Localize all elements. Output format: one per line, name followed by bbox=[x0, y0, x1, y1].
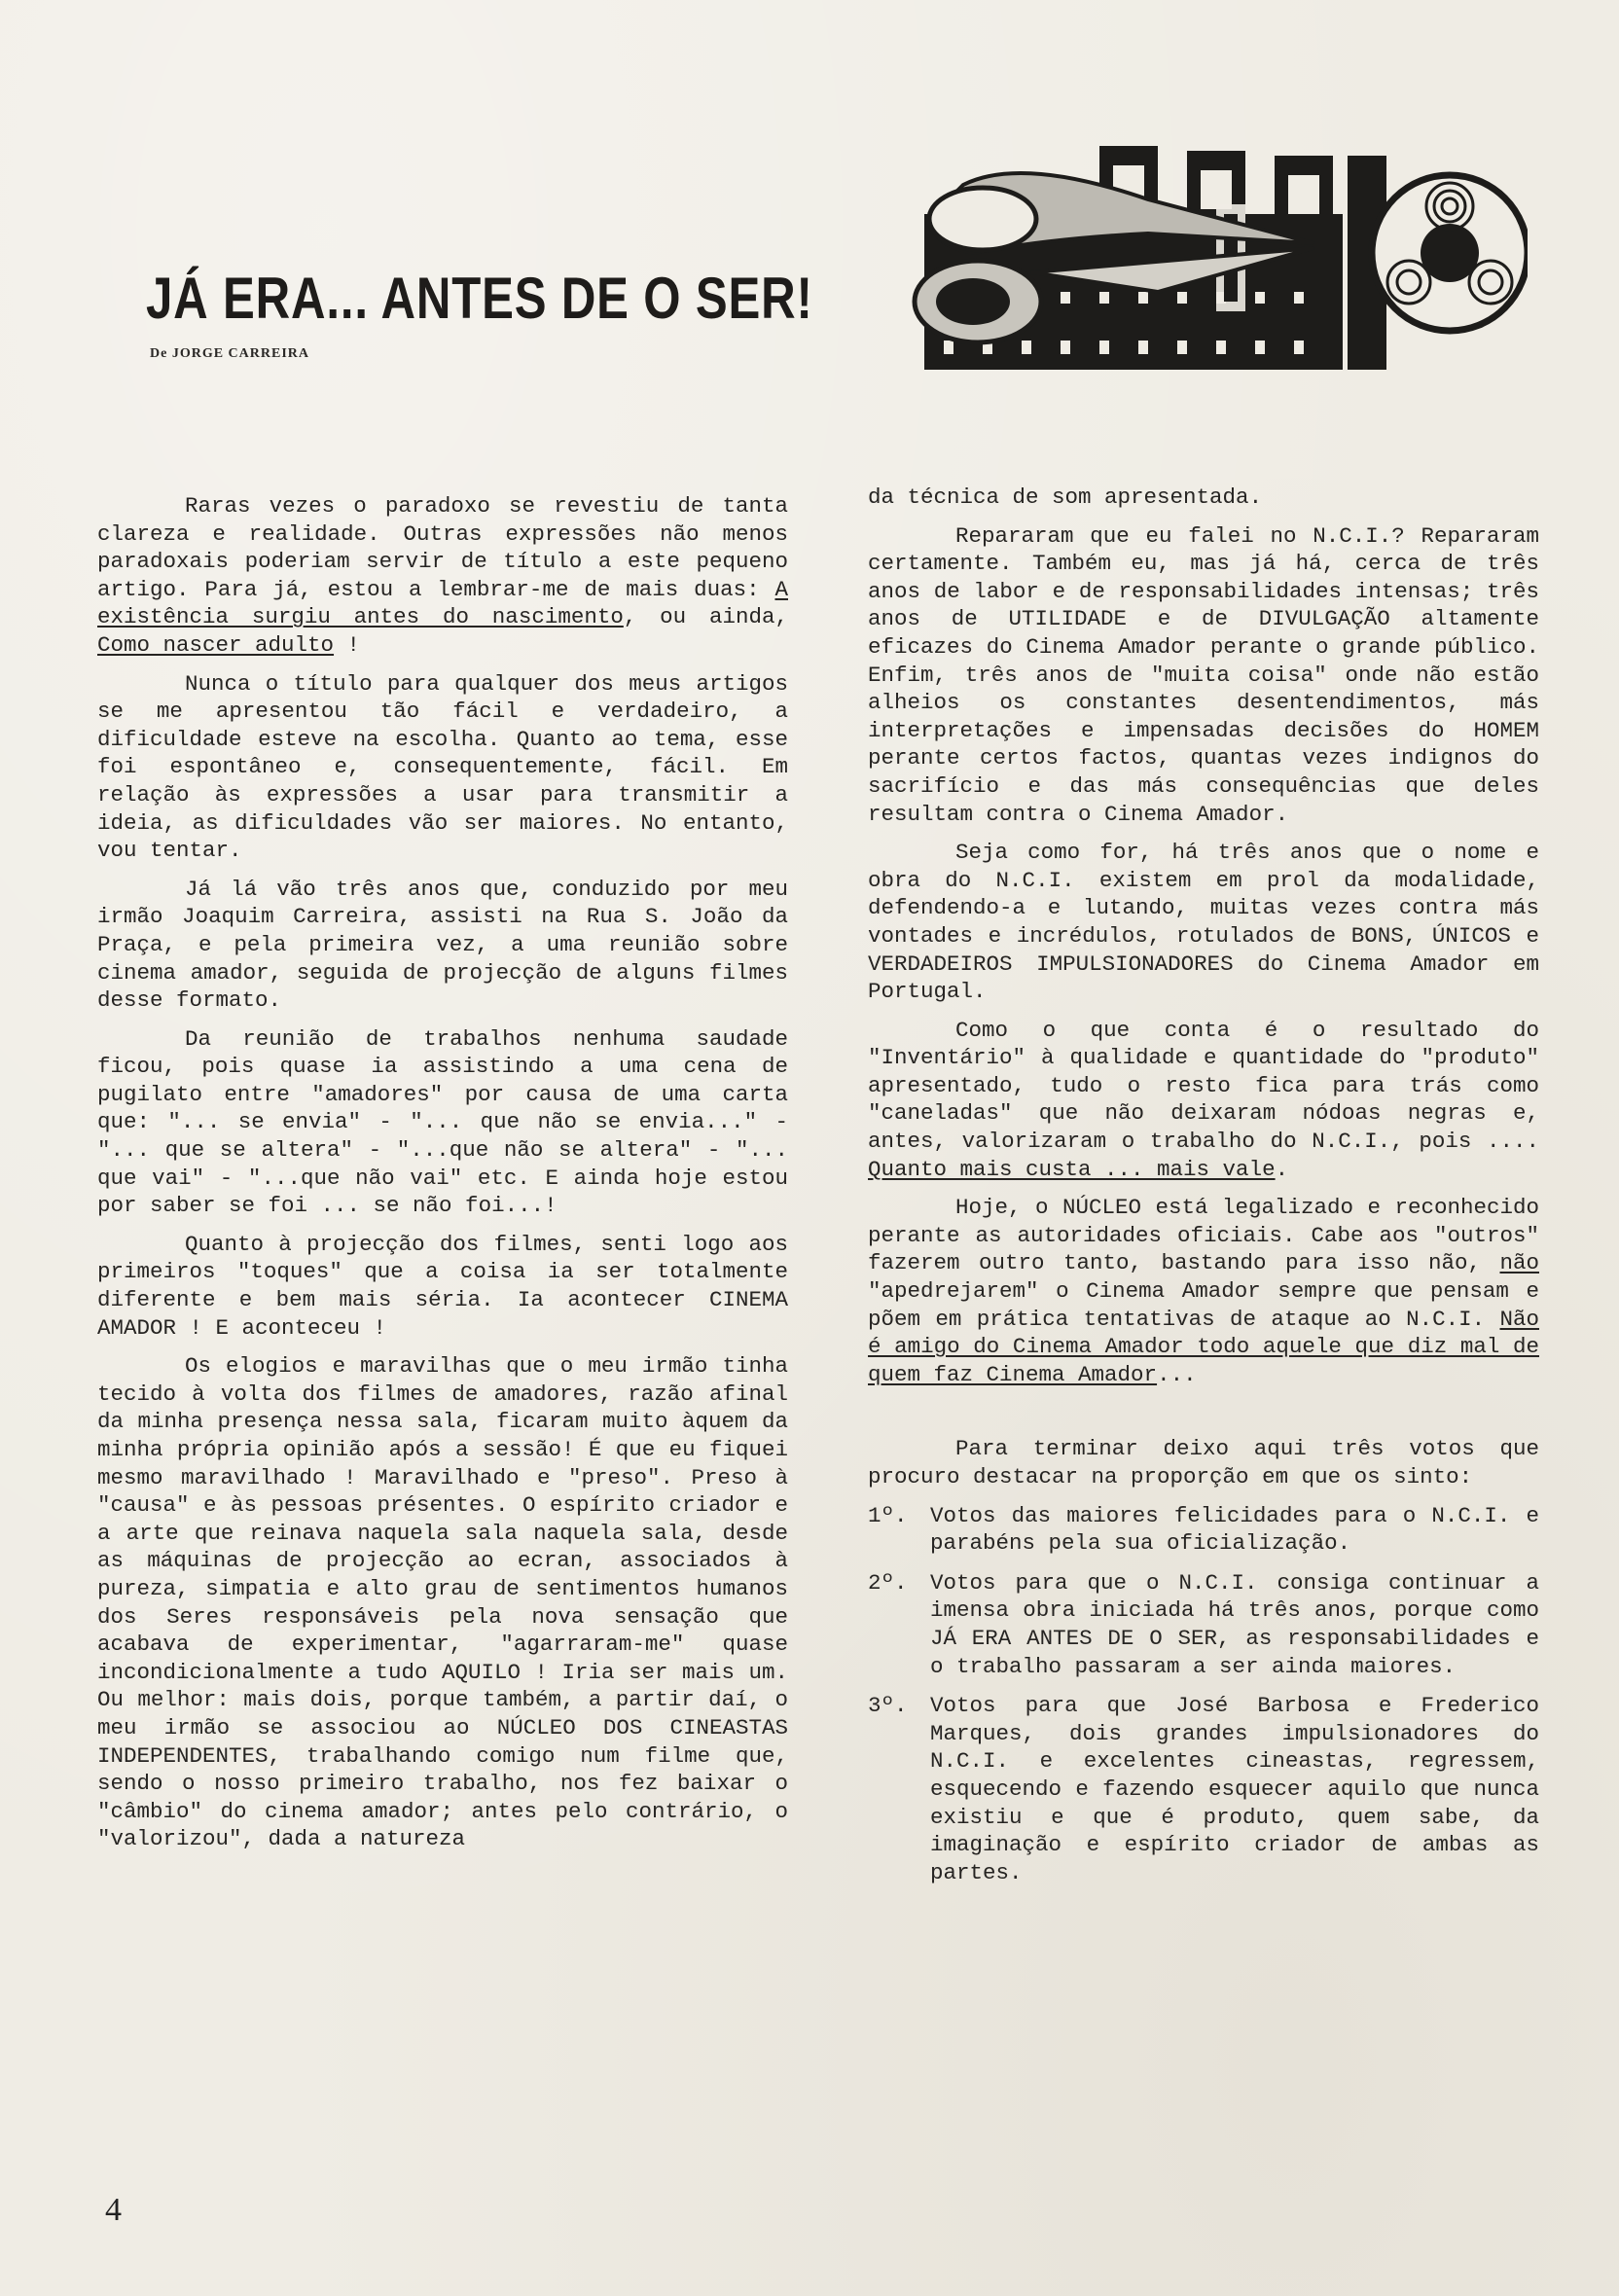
underlined-phrase: Quanto mais custa ... mais vale bbox=[868, 1156, 1276, 1182]
article-byline: De JORGE CARREIRA bbox=[150, 346, 309, 361]
film-reel-graphic bbox=[1348, 156, 1528, 370]
article-title: JÁ ERA... ANTES DE O SER! bbox=[146, 266, 813, 331]
underlined-phrase: Não é amigo do Cinema Amador todo aquele que diz mal de quem faz Cinema Amador bbox=[868, 1306, 1539, 1387]
paragraph: Como o que conta é o resultado do "Inventário" à qualidade e quantidade do "produto" apresentado, tudo o resto fica para trás como "caneladas" que não deixaram nódoas negras e, antes, valorizaram o trabalho do N.C.I., pois .... Quanto mais custa ... mais vale. bbox=[868, 1017, 1539, 1182]
scissors-film-reel-icon bbox=[905, 146, 1528, 379]
vote-text: Votos para que José Barbosa e Frederico Marques, dois grandes impulsionadores do N.C.I. e excelentes cineastas, regressem, esquecendo e fazendo esquecer aquilo que nunca existiu e que é produto, quem sabe, da imaginação e espírito criador de ambas as partes. bbox=[930, 1693, 1539, 1885]
vote-item bbox=[868, 1502, 1539, 1558]
paragraph: Seja como for, há três anos que o nome e obra do N.C.I. existem em prol da modalidade, defendendo-a e lutando, muitas vezes contra más vontades e incrédulos, rotulados de BONS, ÚNICOS e VERDADEIROS IMPULSIONADORES do Cinema Amador em Portugal. bbox=[868, 840, 1539, 1005]
vote-number: 2º. bbox=[868, 1569, 908, 1596]
underlined-phrase: A existência surgiu antes do nascimento bbox=[97, 576, 788, 630]
vote-text: Votos das maiores felicidades para o N.C.I. e parabéns pela sua oficialização. bbox=[930, 1502, 1539, 1557]
paragraph: da técnica de som apresentada. bbox=[868, 484, 1263, 510]
vote-item bbox=[868, 1692, 1539, 1886]
paragraph: Nunca o título para qualquer dos meus artigos se me apresentou tão fácil e verdadeiro, a dificuldade esteve na escolha. Quanto ao tema, esse foi espontâneo e, consequentemente, fácil. Em relação às expressões a usar para transmitir a ideia, as dificuldades vão ser maiores. No entanto, vou tentar. bbox=[97, 670, 788, 864]
closing-section bbox=[868, 1435, 1539, 1886]
vote-text: Votos para que o N.C.I. consiga continuar a imensa obra iniciada há três anos, porque como JÁ ERA ANTES DE O SER, as responsabilidades e o trabalho passaram a ser ainda maiores. bbox=[930, 1569, 1539, 1679]
paragraph: Da reunião de trabalhos nenhuma saudade ficou, pois quase ia assistindo a uma cena de pugilato entre "amadores" por causa de uma carta que: "... se envia" - "... que não se envia..." - "... que se altera" - "...que não se altera" - "... que vai" - "...que não vai" etc. E ainda hoje estou por saber se foi ... se não foi...! bbox=[97, 1025, 788, 1219]
paragraph: Quanto à projecção dos filmes, senti logo aos primeiros "toques" que a coisa ia ser totalmente diferente e bem mais séria. Ia acontecer CINEMA AMADOR ! E aconteceu ! bbox=[97, 1231, 788, 1341]
left-column bbox=[97, 492, 788, 1864]
right-column bbox=[868, 484, 1539, 1898]
closing-paragraph: Para terminar deixo aqui três votos que procuro destacar na proporção em que os sinto: bbox=[868, 1436, 1539, 1489]
vote-item bbox=[868, 1569, 1539, 1680]
vote-number: 3º. bbox=[868, 1693, 908, 1719]
paragraph: Já lá vão três anos que, conduzido por meu irmão Joaquim Carreira, assisti na Rua S. João da Praça, e pela primeira vez, a uma reunião sobre cinema amador, seguida de projecção de alguns filmes desse formato. bbox=[97, 876, 788, 1014]
paragraph: Hoje, o NÚCLEO está legalizado e reconhecido perante as autoridades oficiais. Cabe aos "outros" fazerem outro tanto, bastando para isso não, não "apedrejarem" o Cinema Amador sempre que pensam e põem em prática tentativas de ataque ao N.C.I. Não é amigo do Cinema Amador todo aquele que diz mal de quem faz Cinema Amador... bbox=[868, 1195, 1539, 1387]
paragraph: Os elogios e maravilhas que o meu irmão tinha tecido à volta dos filmes de amadores, razão afinal da minha presença nessa sala, ficaram muito àquem da minha própria opinião após a sessão! É que eu fiquei mesmo maravilhado ! Maravilhado e "preso". Preso à "causa" e às pessoas présentes. O espírito criador e a arte que reinava naquela sala naquela sala, desde as máquinas de projecção ao ecran, associados à pureza, simpatia e alto grau de sentimentos humanos dos Seres responsáveis pela nova sensação que acabava de experimentar, "agarraram-me" quase incondicionalmente a tudo AQUILO ! Iria ser mais um. Ou melhor: mais dois, porque também, a partir daí, o meu irmão se associou ao NÚCLEO DOS CINEASTAS INDEPENDENTES, trabalhando comigo num filme que, sendo o nosso primeiro trabalho, nos fez baixar o "câmbio" do cinema amador; antes pelo contrário, o "valorizou", dada a natureza bbox=[97, 1353, 788, 1852]
paragraph: Raras vezes o paradoxo se revestiu de tanta clareza e realidade. Outras expressões não menos paradoxais poderiam servir de título a este pequeno artigo. Para já, estou a lembrar-me de mais duas: A existência surgiu antes do nascimento, ou ainda, Como nascer adulto ! bbox=[97, 493, 788, 658]
vote-number: 1º. bbox=[868, 1502, 908, 1528]
page-number: 4 bbox=[105, 2192, 122, 2228]
underlined-phrase: não bbox=[1499, 1250, 1539, 1276]
paragraph: Repararam que eu falei no N.C.I.? Repararam certamente. Também eu, mas já há, cerca de três anos de labor e de responsabilidades intensas; três anos de UTILIDADE e de DIVULGAÇÃO altamente eficazes do Cinema Amador perante o grande público. Enfim, três anos de "muita coisa" onde não estão alheios os constantes desentendimentos, más interpretações e impensadas decisões do HOMEM perante certos factos, quantas vezes indignos do sacrifício e das más consequências que deles resultam contra o Cinema Amador. bbox=[868, 522, 1539, 827]
underlined-phrase: Como nascer adulto bbox=[97, 631, 335, 658]
